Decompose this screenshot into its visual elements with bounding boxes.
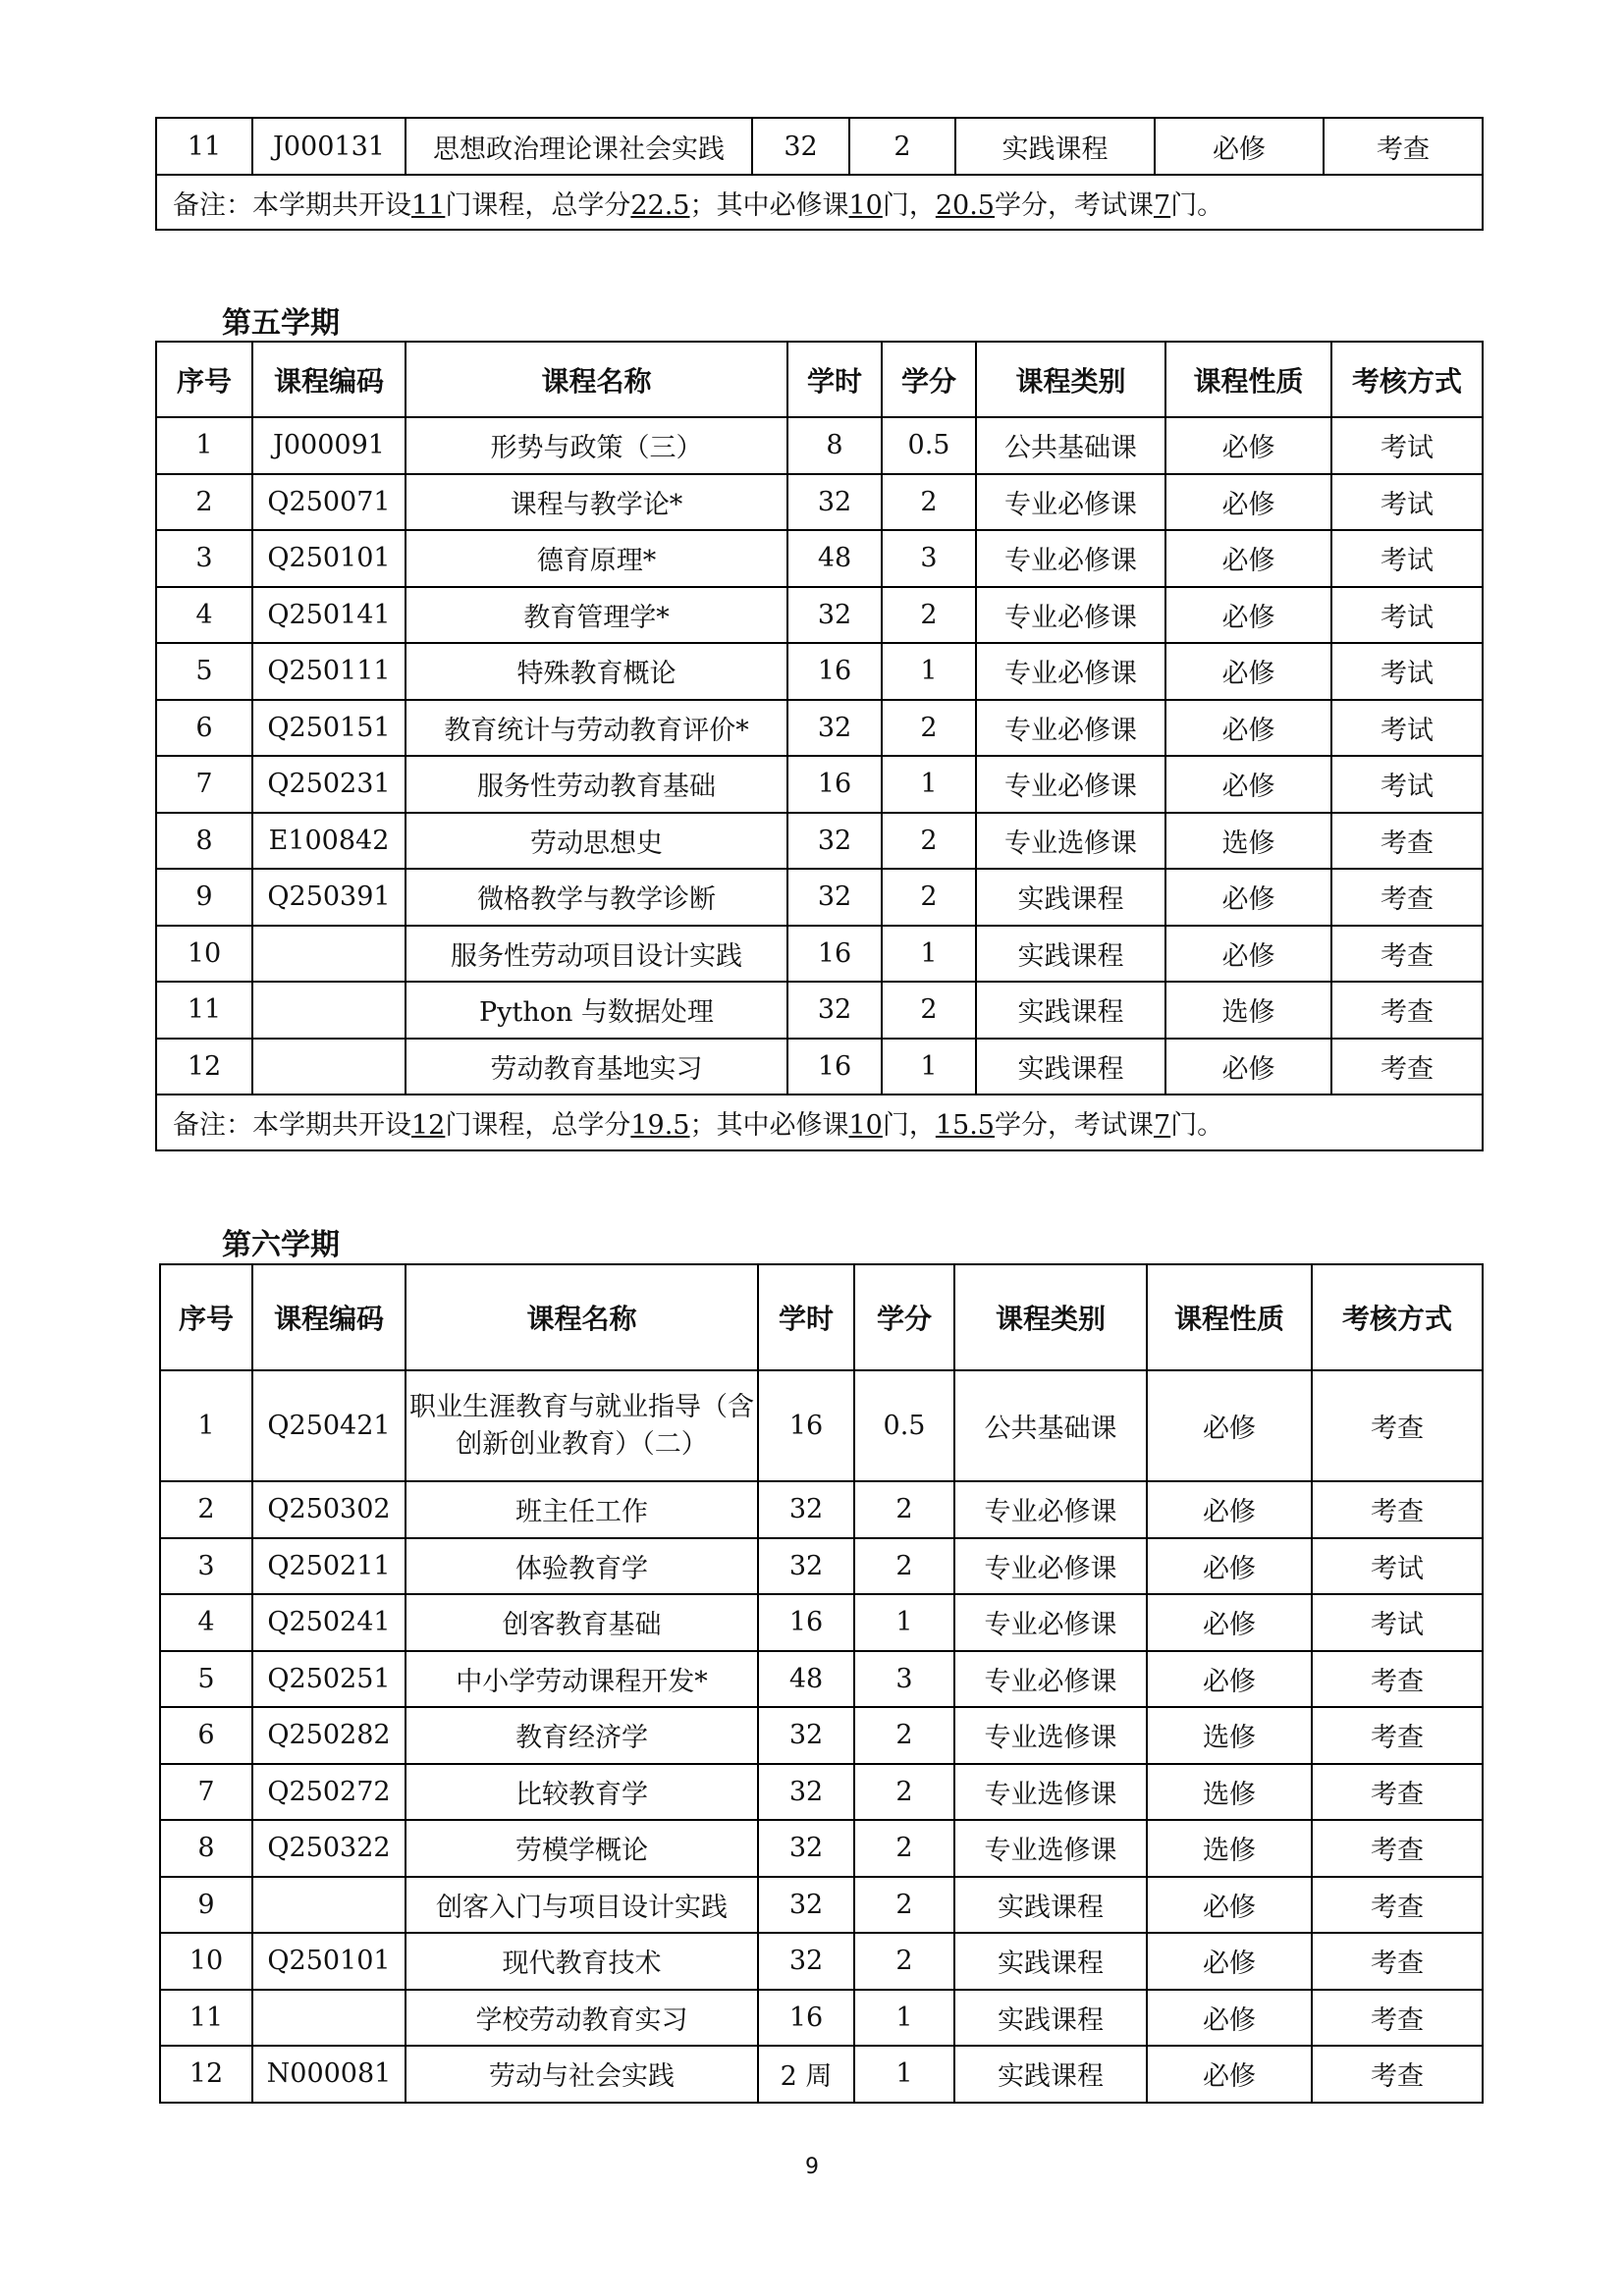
cell-nature: 必修: [1165, 643, 1331, 700]
cell-hours: 48: [787, 530, 882, 587]
cell-no: 8: [160, 1820, 252, 1877]
cell-code: [252, 1039, 406, 1095]
column-header: 学分: [854, 1264, 954, 1370]
cell-assessment: 考试: [1312, 1538, 1483, 1595]
cell-no: 7: [156, 756, 252, 813]
cell-no: 11: [156, 118, 252, 175]
cell-assessment: 考试: [1312, 1594, 1483, 1651]
cell-category: 专业必修课: [976, 643, 1165, 700]
cell-nature: 必修: [1165, 587, 1331, 644]
cell-name: 微格教学与教学诊断: [406, 869, 787, 926]
cell-category: 专业选修课: [954, 1707, 1147, 1764]
cell-code: Q250111: [252, 643, 406, 700]
cell-credits: 2: [849, 118, 955, 175]
cell-category: 专业必修课: [954, 1538, 1147, 1595]
cell-assessment: 考查: [1312, 1370, 1483, 1481]
table-row: [156, 643, 1483, 700]
cell-credits: 2: [882, 474, 976, 531]
cell-code: Q250272: [252, 1764, 406, 1821]
cell-no: 12: [156, 1039, 252, 1095]
table-row: [156, 813, 1483, 870]
note-text: 门课程，总学分: [445, 1110, 631, 1141]
cell-nature: 选修: [1165, 813, 1331, 870]
cell-code: Q250101: [252, 1933, 406, 1990]
cell-category: 专业必修课: [976, 756, 1165, 813]
cell-name: 德育原理*: [406, 530, 787, 587]
cell-no: 3: [156, 530, 252, 587]
cell-nature: 选修: [1147, 1764, 1312, 1821]
cell-assessment: 考查: [1312, 1820, 1483, 1877]
cell-name: 班主任工作: [406, 1481, 758, 1538]
column-header: 学时: [758, 1264, 854, 1370]
cell-name: 教育统计与劳动教育评价*: [406, 700, 787, 757]
cell-credits: 1: [882, 643, 976, 700]
note-text: 门。: [1170, 189, 1224, 221]
cell-no: 2: [156, 474, 252, 531]
cell-name: 服务性劳动教育基础: [406, 756, 787, 813]
cell-assessment: 考查: [1312, 2046, 1483, 2103]
table-row: [156, 530, 1483, 587]
cell-hours: 32: [758, 1877, 854, 1934]
column-header: 课程名称: [406, 1264, 758, 1370]
cell-assessment: 考试: [1331, 587, 1483, 644]
cell-no: 5: [156, 643, 252, 700]
table-row: [160, 1651, 1483, 1708]
column-header: 序号: [156, 342, 252, 417]
cell-no: 6: [160, 1707, 252, 1764]
semester-6-table: [159, 1263, 1484, 2104]
note-total-credits: 19.5: [630, 1110, 690, 1141]
cell-nature: 必修: [1147, 1933, 1312, 1990]
column-header: 学时: [787, 342, 882, 417]
cell-credits: 2: [882, 587, 976, 644]
cell-code: Q250241: [252, 1594, 406, 1651]
cell-hours: 32: [787, 700, 882, 757]
cell-credits: 2: [882, 700, 976, 757]
cell-category: 公共基础课: [976, 417, 1165, 474]
cell-name: 劳动与社会实践: [406, 2046, 758, 2103]
column-header: 序号: [160, 1264, 252, 1370]
cell-credits: 2: [854, 1481, 954, 1538]
cell-hours: 32: [787, 982, 882, 1039]
cell-code: Q250421: [252, 1370, 406, 1481]
note-text: ；其中必修课: [689, 189, 849, 221]
cell-nature: 必修: [1147, 1481, 1312, 1538]
cell-code: Q250071: [252, 474, 406, 531]
cell-category: 专业选修课: [954, 1764, 1147, 1821]
cell-hours: 32: [787, 587, 882, 644]
cell-assessment: 考试: [1331, 756, 1483, 813]
note-text: 门课程，总学分: [445, 189, 631, 221]
cell-code: Q250282: [252, 1707, 406, 1764]
cell-hours: 16: [758, 1594, 854, 1651]
cell-credits: 2: [882, 813, 976, 870]
cell-nature: 选修: [1165, 982, 1331, 1039]
cell-credits: 1: [854, 1594, 954, 1651]
cell-no: 9: [160, 1877, 252, 1934]
cell-nature: 必修: [1165, 1039, 1331, 1095]
cell-no: 9: [156, 869, 252, 926]
cell-category: 实践课程: [955, 118, 1155, 175]
cell-no: 10: [156, 926, 252, 983]
column-header: 课程类别: [954, 1264, 1147, 1370]
cell-code: Q250231: [252, 756, 406, 813]
cell-nature: 必修: [1165, 756, 1331, 813]
cell-nature: 选修: [1147, 1820, 1312, 1877]
table-row: [160, 1820, 1483, 1877]
cell-credits: 2: [854, 1538, 954, 1595]
cell-hours: 16: [787, 756, 882, 813]
table-row: [160, 1990, 1483, 2047]
cell-assessment: 考查: [1324, 118, 1483, 175]
cell-hours: 32: [758, 1820, 854, 1877]
cell-assessment: 考查: [1331, 813, 1483, 870]
column-header: 课程性质: [1165, 342, 1331, 417]
cell-no: 1: [156, 417, 252, 474]
previous-semester-table-tail: [155, 117, 1484, 231]
cell-hours: 32: [758, 1764, 854, 1821]
semester-note: [156, 175, 1483, 230]
cell-category: 专业必修课: [976, 530, 1165, 587]
note-required-count: 10: [848, 189, 883, 221]
cell-code: Q250151: [252, 700, 406, 757]
cell-nature: 必修: [1147, 1538, 1312, 1595]
semester-5-table: [155, 341, 1484, 1151]
cell-hours: 2 周: [758, 2046, 854, 2103]
column-header: 学分: [882, 342, 976, 417]
cell-assessment: 考试: [1331, 417, 1483, 474]
cell-no: 4: [156, 587, 252, 644]
cell-credits: 1: [882, 1039, 976, 1095]
page-number: 9: [805, 2155, 819, 2179]
cell-assessment: 考查: [1312, 1877, 1483, 1934]
note-course-count: 11: [411, 189, 446, 221]
cell-credits: 2: [854, 1820, 954, 1877]
cell-category: 专业必修课: [954, 1594, 1147, 1651]
cell-code: N000081: [252, 2046, 406, 2103]
table-row: [156, 417, 1483, 474]
table-row: [156, 118, 1483, 175]
cell-hours: 32: [787, 813, 882, 870]
cell-assessment: 考查: [1312, 1933, 1483, 1990]
note-text: 门，: [882, 1110, 936, 1141]
table-row: [156, 982, 1483, 1039]
cell-hours: 16: [787, 926, 882, 983]
table-row: [156, 474, 1483, 531]
cell-code: [252, 1877, 406, 1934]
cell-assessment: 考试: [1331, 474, 1483, 531]
cell-no: 11: [160, 1990, 252, 2047]
cell-code: Q250101: [252, 530, 406, 587]
cell-credits: 2: [854, 1877, 954, 1934]
cell-nature: 必修: [1147, 1594, 1312, 1651]
table-row: [156, 756, 1483, 813]
table-row: [160, 1933, 1483, 1990]
cell-assessment: 考查: [1312, 1481, 1483, 1538]
table-row: [160, 1594, 1483, 1651]
column-header: 课程名称: [406, 342, 787, 417]
note-text: 备注：本学期共开设: [173, 189, 411, 221]
cell-category: 实践课程: [954, 1990, 1147, 2047]
cell-name: 学校劳动教育实习: [406, 1990, 758, 2047]
column-header: 课程编码: [252, 342, 406, 417]
cell-category: 专业必修课: [976, 700, 1165, 757]
cell-category: 实践课程: [976, 982, 1165, 1039]
cell-no: 6: [156, 700, 252, 757]
cell-code: Q250251: [252, 1651, 406, 1708]
note-row: [156, 175, 1483, 230]
cell-hours: 16: [787, 643, 882, 700]
note-required-credits: 20.5: [935, 189, 995, 221]
cell-no: 3: [160, 1538, 252, 1595]
cell-assessment: 考查: [1331, 926, 1483, 983]
cell-name: Python 与数据处理: [406, 982, 787, 1039]
cell-hours: 32: [758, 1707, 854, 1764]
cell-no: 10: [160, 1933, 252, 1990]
cell-nature: 必修: [1165, 417, 1331, 474]
note-text: ；其中必修课: [689, 1110, 849, 1141]
cell-credits: 1: [882, 756, 976, 813]
table-row: [160, 1370, 1483, 1481]
cell-no: 11: [156, 982, 252, 1039]
cell-credits: 1: [854, 1990, 954, 2047]
semester-note: [156, 1095, 1483, 1150]
table-row: [160, 1538, 1483, 1595]
cell-code: Q250322: [252, 1820, 406, 1877]
cell-code: J000091: [252, 417, 406, 474]
cell-nature: 必修: [1147, 2046, 1312, 2103]
cell-name: 现代教育技术: [406, 1933, 758, 1990]
cell-name: 形势与政策（三）: [406, 417, 787, 474]
cell-nature: 必修: [1147, 1990, 1312, 2047]
cell-name: 劳动思想史: [406, 813, 787, 870]
cell-hours: 32: [758, 1538, 854, 1595]
cell-category: 实践课程: [954, 1877, 1147, 1934]
cell-name: 劳模学概论: [406, 1820, 758, 1877]
cell-no: 7: [160, 1764, 252, 1821]
cell-hours: 32: [758, 1933, 854, 1990]
cell-credits: 0.5: [882, 417, 976, 474]
cell-credits: 2: [854, 1764, 954, 1821]
cell-category: 公共基础课: [954, 1370, 1147, 1481]
cell-category: 专业选修课: [976, 813, 1165, 870]
note-text: 门，: [882, 189, 936, 221]
column-header: 课程类别: [976, 342, 1165, 417]
cell-assessment: 考试: [1331, 700, 1483, 757]
cell-code: [252, 982, 406, 1039]
header-row: [160, 1264, 1483, 1370]
table-row: [156, 700, 1483, 757]
cell-category: 实践课程: [976, 926, 1165, 983]
cell-credits: 3: [882, 530, 976, 587]
cell-nature: 必修: [1165, 926, 1331, 983]
cell-hours: 16: [758, 1370, 854, 1481]
cell-name: 特殊教育概论: [406, 643, 787, 700]
cell-name: 比较教育学: [406, 1764, 758, 1821]
cell-nature: 必修: [1165, 474, 1331, 531]
cell-no: 8: [156, 813, 252, 870]
cell-nature: 必修: [1165, 700, 1331, 757]
cell-credits: 2: [882, 869, 976, 926]
table-row: [156, 869, 1483, 926]
cell-name: 中小学劳动课程开发*: [406, 1651, 758, 1708]
cell-name: 思想政治理论课社会实践: [406, 118, 752, 175]
cell-category: 专业选修课: [954, 1820, 1147, 1877]
cell-code: Q250211: [252, 1538, 406, 1595]
note-text: 学分，考试课: [994, 189, 1154, 221]
cell-assessment: 考查: [1312, 1651, 1483, 1708]
cell-category: 实践课程: [976, 869, 1165, 926]
cell-name: 课程与教学论*: [406, 474, 787, 531]
cell-nature: 必修: [1147, 1651, 1312, 1708]
cell-no: 5: [160, 1651, 252, 1708]
semester-6-table-body: [160, 1264, 1483, 2103]
cell-credits: 1: [882, 926, 976, 983]
table-row: [160, 1707, 1483, 1764]
cell-hours: 48: [758, 1651, 854, 1708]
cell-category: 专业必修课: [954, 1651, 1147, 1708]
cell-category: 专业必修课: [976, 474, 1165, 531]
cell-assessment: 考查: [1331, 982, 1483, 1039]
cell-assessment: 考查: [1312, 1707, 1483, 1764]
cell-code: Q250302: [252, 1481, 406, 1538]
semester-6-heading: 第六学期: [222, 1228, 340, 1262]
column-header: 课程编码: [252, 1264, 406, 1370]
cell-code: E100842: [252, 813, 406, 870]
cell-name: 劳动教育基地实习: [406, 1039, 787, 1095]
table-row: [160, 1481, 1483, 1538]
cell-category: 专业必修课: [976, 587, 1165, 644]
cell-no: 4: [160, 1594, 252, 1651]
cell-credits: 2: [882, 982, 976, 1039]
note-required-count: 10: [848, 1110, 883, 1141]
cell-category: 实践课程: [954, 1933, 1147, 1990]
cell-credits: 2: [854, 1933, 954, 1990]
note-row: [156, 1095, 1483, 1150]
cell-hours: 8: [787, 417, 882, 474]
cell-code: J000131: [252, 118, 406, 175]
note-exam-count: 7: [1153, 1110, 1171, 1141]
cell-nature: 选修: [1147, 1707, 1312, 1764]
cell-assessment: 考查: [1312, 1764, 1483, 1821]
semester-5-table-body: [156, 342, 1483, 1150]
note-text: 学分，考试课: [994, 1110, 1154, 1141]
note-text: 门。: [1170, 1110, 1224, 1141]
table-row: [156, 1039, 1483, 1095]
cell-name: 创客入门与项目设计实践: [406, 1877, 758, 1934]
cell-category: 专业必修课: [954, 1481, 1147, 1538]
table-row: [156, 587, 1483, 644]
cell-name: 创客教育基础: [406, 1594, 758, 1651]
cell-credits: 2: [854, 1707, 954, 1764]
cell-no: 1: [160, 1370, 252, 1481]
cell-credits: 3: [854, 1651, 954, 1708]
cell-no: 12: [160, 2046, 252, 2103]
cell-code: Q250391: [252, 869, 406, 926]
cell-nature: 必修: [1155, 118, 1324, 175]
cell-nature: 必修: [1165, 530, 1331, 587]
cell-assessment: 考试: [1331, 530, 1483, 587]
table-row: [160, 2046, 1483, 2103]
note-course-count: 12: [411, 1110, 446, 1141]
cell-assessment: 考查: [1331, 1039, 1483, 1095]
cell-no: 2: [160, 1481, 252, 1538]
cell-assessment: 考查: [1331, 869, 1483, 926]
semester-5-heading: 第五学期: [222, 306, 340, 341]
cell-category: 实践课程: [954, 2046, 1147, 2103]
cell-name: 教育经济学: [406, 1707, 758, 1764]
cell-code: [252, 1990, 406, 2047]
cell-nature: 必修: [1165, 869, 1331, 926]
cell-credits: 0.5: [854, 1370, 954, 1481]
note-total-credits: 22.5: [630, 189, 690, 221]
cell-name: 职业生涯教育与就业指导（含创新创业教育）（二）: [406, 1370, 758, 1481]
cell-hours: 16: [758, 1990, 854, 2047]
cell-credits: 1: [854, 2046, 954, 2103]
cell-hours: 32: [752, 118, 849, 175]
cell-category: 实践课程: [976, 1039, 1165, 1095]
table-row: [160, 1877, 1483, 1934]
cell-code: [252, 926, 406, 983]
cell-name: 教育管理学*: [406, 587, 787, 644]
cell-hours: 32: [787, 474, 882, 531]
column-header: 课程性质: [1147, 1264, 1312, 1370]
note-exam-count: 7: [1153, 189, 1171, 221]
note-text: 备注：本学期共开设: [173, 1110, 411, 1141]
cell-assessment: 考试: [1331, 643, 1483, 700]
cell-hours: 32: [758, 1481, 854, 1538]
cell-name: 体验教育学: [406, 1538, 758, 1595]
table-row: [160, 1764, 1483, 1821]
column-header: 考核方式: [1312, 1264, 1483, 1370]
header-row: [156, 342, 1483, 417]
note-required-credits: 15.5: [935, 1110, 995, 1141]
column-header: 考核方式: [1331, 342, 1483, 417]
cell-nature: 必修: [1147, 1370, 1312, 1481]
cell-code: Q250141: [252, 587, 406, 644]
cell-assessment: 考查: [1312, 1990, 1483, 2047]
table-row: [156, 926, 1483, 983]
cell-nature: 必修: [1147, 1877, 1312, 1934]
cell-hours: 16: [787, 1039, 882, 1095]
cell-name: 服务性劳动项目设计实践: [406, 926, 787, 983]
cell-hours: 32: [787, 869, 882, 926]
